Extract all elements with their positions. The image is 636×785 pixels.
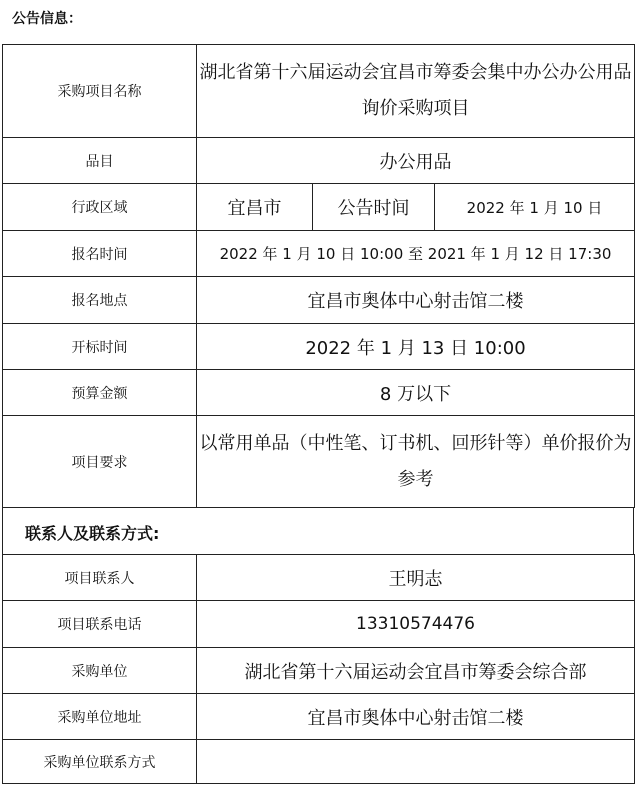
buyer-value: 湖北省第十六届运动会宜昌市筹委会综合部 [197,648,635,694]
publish-time-label: 公告时间 [313,184,435,231]
table-row [3,648,635,694]
table-row [3,231,635,277]
contact-section-title: 联系人及联系方式: [25,524,160,543]
table-row [3,45,635,138]
buyer-address-label: 采购单位地址 [3,694,197,740]
contact-person-value: 王明志 [197,555,635,601]
project-name-label: 采购项目名称 [3,45,197,138]
region-value: 宜昌市 [197,184,313,231]
table-row [3,416,635,508]
bid-open-label: 开标时间 [3,324,197,370]
signup-place-label: 报名地点 [3,277,197,324]
table-row [3,324,635,370]
contact-person-label: 项目联系人 [3,555,197,601]
contact-phone-value: 13310574476 [197,601,635,648]
requirements-value: 以常用单品（中性笔、订书机、回形针等）单价报价为参考 [197,416,635,508]
table-row [3,138,635,184]
region-label: 行政区域 [3,184,197,231]
project-name-value: 湖北省第十六届运动会宜昌市筹委会集中办公办公用品询价采购项目 [197,45,635,138]
buyer-contact-label: 采购单位联系方式 [3,740,197,784]
table-row [3,184,635,231]
notice-section-title: 公告信息： [12,11,82,27]
buyer-address-value: 宜昌市奥体中心射击馆二楼 [197,694,635,740]
contact-phone-label: 项目联系电话 [3,601,197,648]
budget-label: 预算金额 [3,370,197,416]
table-row [3,555,635,601]
contact-table [2,554,635,784]
signup-time-value: 2022 年 1 月 10 日 10:00 至 2021 年 1 月 12 日 17:30 [197,231,635,277]
contact-section [2,507,634,554]
category-value: 办公用品 [197,138,635,184]
notice-table [2,44,635,508]
table-row [3,601,635,648]
publish-time-value: 2022 年 1 月 10 日 [435,184,635,231]
requirements-label: 项目要求 [3,416,197,508]
table-row [3,694,635,740]
budget-value: 8 万以下 [197,370,635,416]
table-row [3,740,635,784]
buyer-contact-value [197,740,635,784]
bid-open-value: 2022 年 1 月 13 日 10:00 [197,324,635,370]
signup-time-label: 报名时间 [3,231,197,277]
table-row [3,370,635,416]
table-row [3,277,635,324]
signup-place-value: 宜昌市奥体中心射击馆二楼 [197,277,635,324]
category-label: 品目 [3,138,197,184]
buyer-label: 采购单位 [3,648,197,694]
